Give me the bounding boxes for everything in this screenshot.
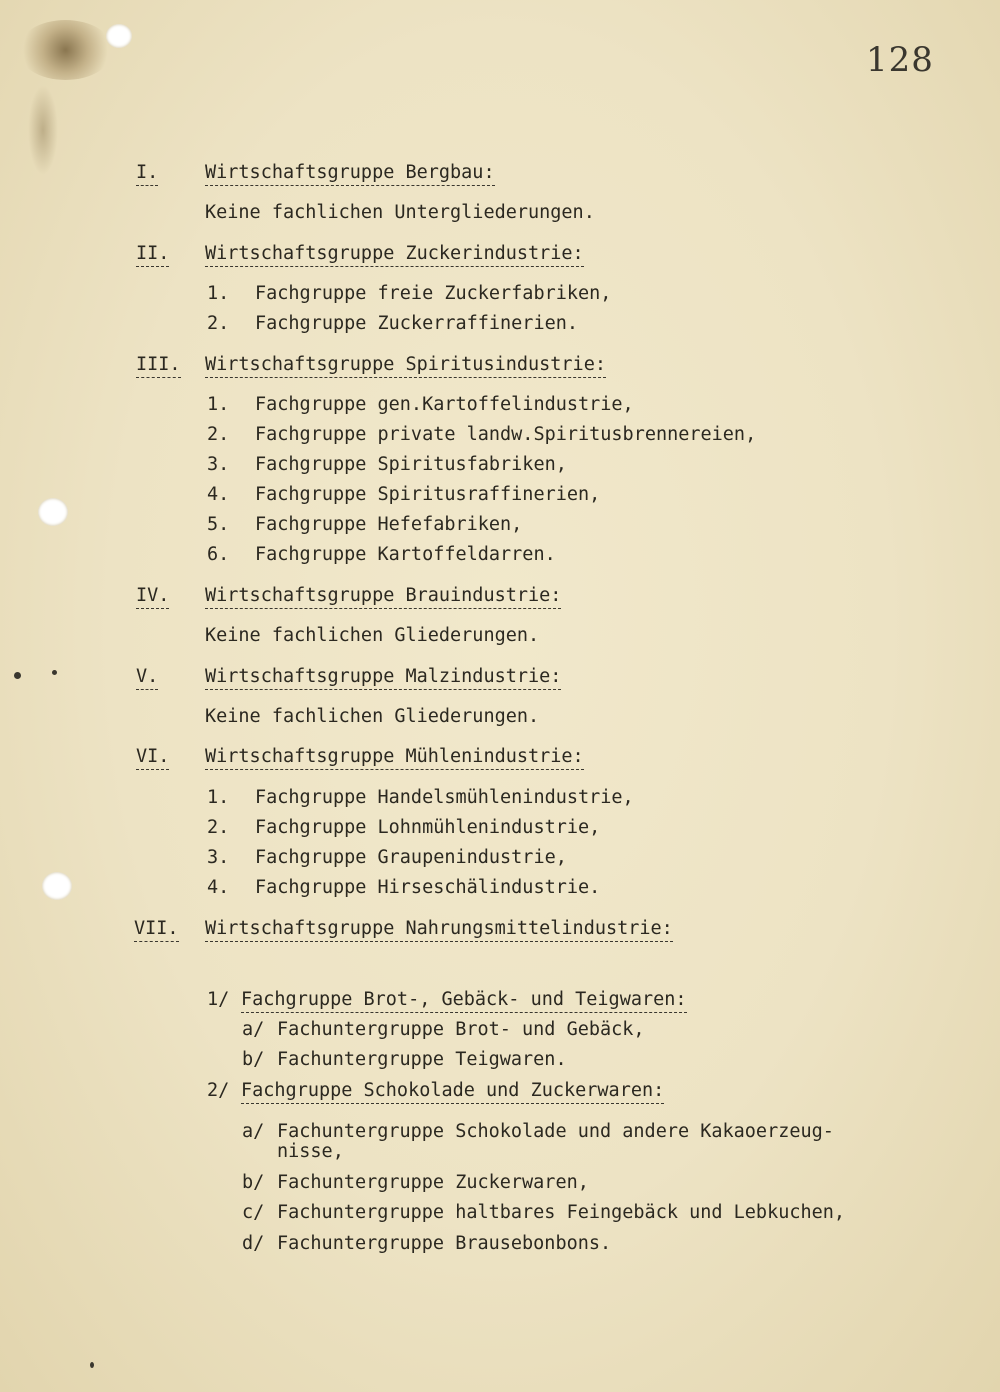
- group-number: 1/: [207, 989, 230, 1010]
- item-text: Fachgruppe Hefefabriken,: [255, 514, 523, 535]
- item-number: 6.: [207, 544, 230, 565]
- item-number: 1.: [207, 787, 230, 808]
- section-note: Keine fachlichen Untergliederungen.: [205, 202, 595, 223]
- subitem-letter: a/: [242, 1019, 265, 1040]
- item-number: 2.: [207, 817, 230, 838]
- section-title: Wirtschaftsgruppe Malzindustrie:: [205, 666, 561, 690]
- item-text: Fachgruppe Spiritusraffinerien,: [255, 484, 601, 505]
- item-number: 3.: [207, 454, 230, 475]
- subitem-text: Fachuntergruppe Brot- und Gebäck,: [277, 1019, 645, 1040]
- punch-hole-middle: [38, 498, 68, 526]
- subitem-text: Fachuntergruppe Brausebonbons.: [277, 1233, 612, 1254]
- stain-left-edge: [28, 85, 58, 175]
- subitem-continuation: nisse,: [277, 1141, 344, 1162]
- section-numeral: II.: [136, 243, 169, 267]
- item-number: 1.: [207, 394, 230, 415]
- item-text: Fachgruppe freie Zuckerfabriken,: [255, 283, 612, 304]
- stain-top-left: [18, 20, 113, 80]
- subitem-text: Fachuntergruppe haltbares Feingebäck und Lebkuchen,: [277, 1202, 846, 1223]
- item-text: Fachgruppe Lohnmühlenindustrie,: [255, 817, 601, 838]
- group-number: 2/: [207, 1080, 230, 1101]
- subitem-letter: a/: [242, 1121, 265, 1142]
- item-text: Fachgruppe Graupenindustrie,: [255, 847, 567, 868]
- item-text: Fachgruppe Hirseschälindustrie.: [255, 877, 601, 898]
- item-number: 4.: [207, 484, 230, 505]
- section-numeral: VI.: [136, 746, 169, 770]
- speck: [14, 672, 21, 679]
- speck: [90, 1362, 94, 1368]
- subitem-letter: d/: [242, 1233, 265, 1254]
- item-number: 2.: [207, 424, 230, 445]
- subitem-letter: b/: [242, 1049, 265, 1070]
- speck: [52, 670, 57, 675]
- section-note: Keine fachlichen Gliederungen.: [205, 706, 540, 727]
- section-title: Wirtschaftsgruppe Spiritusindustrie:: [205, 354, 606, 378]
- item-text: Fachgruppe Handelsmühlenindustrie,: [255, 787, 634, 808]
- page-number: 128: [866, 40, 934, 80]
- subitem-text: Fachuntergruppe Zuckerwaren,: [277, 1172, 589, 1193]
- subitem-text: Fachuntergruppe Schokolade und andere Kakaoerzeug-: [277, 1121, 834, 1142]
- item-text: Fachgruppe Spiritusfabriken,: [255, 454, 567, 475]
- section-numeral: III.: [136, 354, 181, 378]
- section-title: Wirtschaftsgruppe Brauindustrie:: [205, 585, 561, 609]
- section-numeral: I.: [136, 162, 158, 186]
- section-numeral: VII.: [134, 918, 179, 942]
- punch-hole-top: [106, 24, 132, 48]
- punch-hole-lower: [42, 872, 72, 900]
- item-text: Fachgruppe gen.Kartoffelindustrie,: [255, 394, 634, 415]
- section-title: Wirtschaftsgruppe Mühlenindustrie:: [205, 746, 584, 770]
- item-number: 2.: [207, 313, 230, 334]
- group-title: Fachgruppe Brot-, Gebäck- und Teigwaren:: [241, 989, 687, 1013]
- section-numeral: IV.: [136, 585, 169, 609]
- item-text: Fachgruppe Zuckerraffinerien.: [255, 313, 579, 334]
- section-title: Wirtschaftsgruppe Bergbau:: [205, 162, 495, 186]
- section-note: Keine fachlichen Gliederungen.: [205, 625, 540, 646]
- section-title: Wirtschaftsgruppe Zuckerindustrie:: [205, 243, 584, 267]
- item-number: 4.: [207, 877, 230, 898]
- item-number: 5.: [207, 514, 230, 535]
- subitem-letter: b/: [242, 1172, 265, 1193]
- item-text: Fachgruppe Kartoffeldarren.: [255, 544, 556, 565]
- subitem-letter: c/: [242, 1202, 265, 1223]
- group-title: Fachgruppe Schokolade und Zuckerwaren:: [241, 1080, 664, 1104]
- item-number: 3.: [207, 847, 230, 868]
- item-text: Fachgruppe private landw.Spiritusbrennereien,: [255, 424, 757, 445]
- subitem-text: Fachuntergruppe Teigwaren.: [277, 1049, 567, 1070]
- section-numeral: V.: [136, 666, 158, 690]
- section-title: Wirtschaftsgruppe Nahrungsmittelindustrie:: [205, 918, 673, 942]
- item-number: 1.: [207, 283, 230, 304]
